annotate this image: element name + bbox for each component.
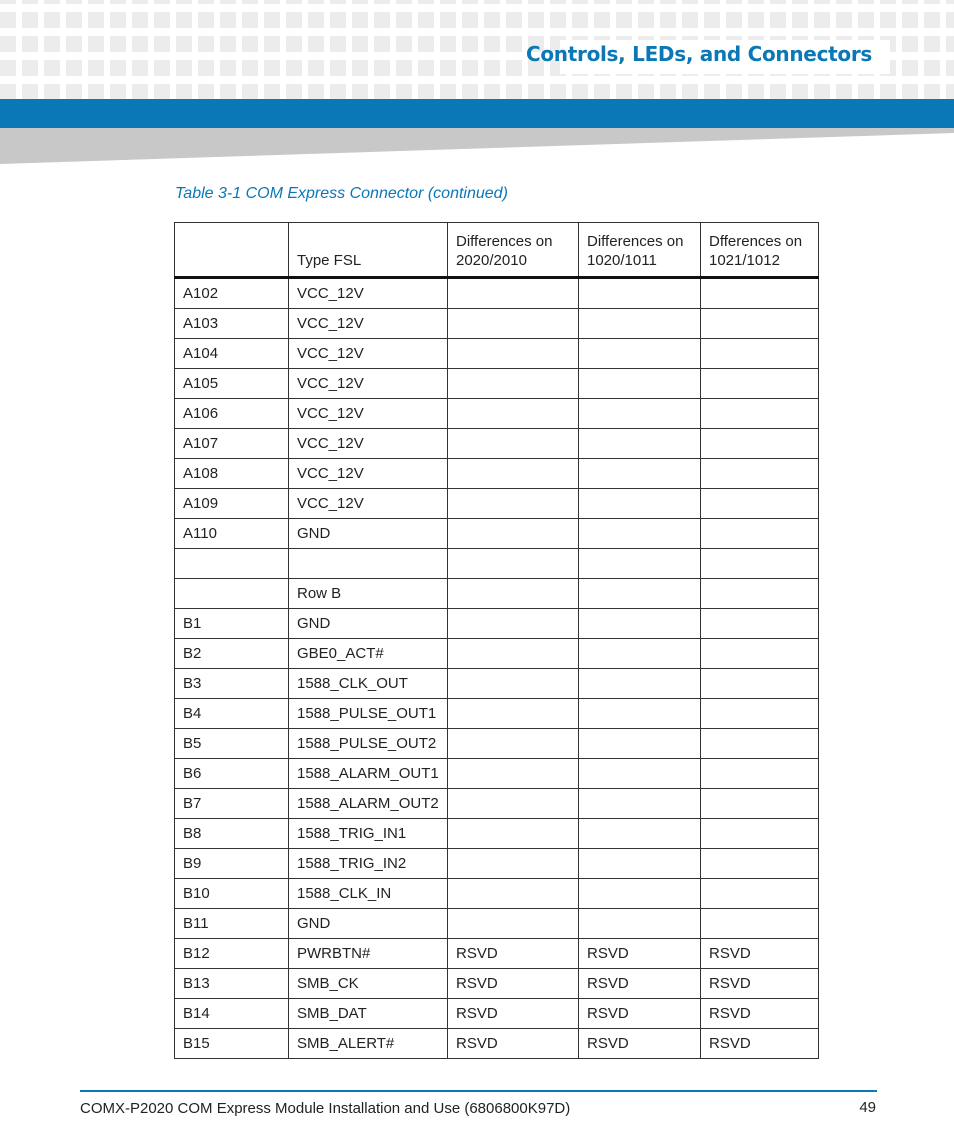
table-cell: 1588_PULSE_OUT1	[289, 699, 448, 729]
table-cell	[448, 609, 579, 639]
page-section-title: Controls, LEDs, and Connectors	[525, 42, 872, 66]
table-cell	[448, 669, 579, 699]
table-row	[175, 759, 819, 789]
table-cell: 1588_CLK_OUT	[289, 669, 448, 699]
table-cell	[579, 399, 701, 429]
table-row	[175, 549, 819, 579]
table-cell	[448, 789, 579, 819]
table-cell: RSVD	[579, 999, 701, 1029]
header-grey-wedge	[0, 128, 954, 164]
table-cell	[448, 429, 579, 459]
table-row	[175, 969, 819, 999]
table-row	[175, 459, 819, 489]
table-cell	[579, 849, 701, 879]
table-row	[175, 819, 819, 849]
table-cell	[701, 549, 819, 579]
table-cell: RSVD	[701, 939, 819, 969]
table-cell	[579, 579, 701, 609]
connector-table	[174, 222, 819, 1059]
header-cell-diff-1021-1012: Dfferences on 1021/1012	[701, 223, 819, 278]
table-cell	[579, 699, 701, 729]
table-row	[175, 849, 819, 879]
table-cell	[448, 639, 579, 669]
table-cell: B12	[175, 939, 289, 969]
table-cell: PWRBTN#	[289, 939, 448, 969]
table-cell: A104	[175, 339, 289, 369]
table-cell	[579, 278, 701, 309]
table-cell	[701, 459, 819, 489]
table-cell: GND	[289, 519, 448, 549]
table-cell: RSVD	[448, 999, 579, 1029]
table-cell	[701, 579, 819, 609]
header-cell-type-fsl: Type FSL	[289, 223, 448, 278]
table-cell	[579, 759, 701, 789]
table-cell: VCC_12V	[289, 489, 448, 519]
table-row	[175, 1029, 819, 1059]
table-cell	[448, 339, 579, 369]
table-cell: A109	[175, 489, 289, 519]
table-cell	[448, 278, 579, 309]
table-row	[175, 639, 819, 669]
table-cell: B15	[175, 1029, 289, 1059]
table-cell	[448, 459, 579, 489]
table-cell	[701, 819, 819, 849]
table-cell	[579, 819, 701, 849]
table-cell	[701, 699, 819, 729]
table-cell: VCC_12V	[289, 459, 448, 489]
table-cell	[701, 609, 819, 639]
table-row	[175, 699, 819, 729]
table-cell	[448, 519, 579, 549]
table-row	[175, 399, 819, 429]
table-body	[175, 278, 819, 1059]
table-cell	[448, 399, 579, 429]
table-cell	[579, 519, 701, 549]
table-header-row	[175, 223, 819, 278]
table-row	[175, 579, 819, 609]
table-cell: B4	[175, 699, 289, 729]
table-cell	[448, 759, 579, 789]
table-cell	[448, 909, 579, 939]
table-cell: A108	[175, 459, 289, 489]
table-cell: SMB_CK	[289, 969, 448, 999]
table-cell	[701, 519, 819, 549]
table-cell: GND	[289, 609, 448, 639]
table-cell: B9	[175, 849, 289, 879]
table-cell: RSVD	[579, 939, 701, 969]
table-cell	[701, 429, 819, 459]
table-cell: A107	[175, 429, 289, 459]
table-cell: 1588_TRIG_IN1	[289, 819, 448, 849]
table-cell	[701, 729, 819, 759]
table-cell: B10	[175, 879, 289, 909]
table-cell: B7	[175, 789, 289, 819]
table-cell: SMB_DAT	[289, 999, 448, 1029]
table-cell	[579, 789, 701, 819]
table-cell: 1588_ALARM_OUT1	[289, 759, 448, 789]
table-cell	[701, 489, 819, 519]
table-row	[175, 789, 819, 819]
table-caption: Table 3-1 COM Express Connector (continued)	[175, 185, 508, 202]
table-cell	[701, 909, 819, 939]
table-cell: A105	[175, 369, 289, 399]
table-cell	[579, 909, 701, 939]
table-cell	[579, 489, 701, 519]
table-cell	[175, 579, 289, 609]
table-cell: 1588_TRIG_IN2	[289, 849, 448, 879]
table-cell: RSVD	[579, 1029, 701, 1059]
table-cell: RSVD	[448, 939, 579, 969]
table-cell	[175, 549, 289, 579]
table-cell: B14	[175, 999, 289, 1029]
table-cell	[701, 278, 819, 309]
table-cell	[579, 609, 701, 639]
table-cell: B1	[175, 609, 289, 639]
table-cell	[448, 849, 579, 879]
table-cell: 1588_ALARM_OUT2	[289, 789, 448, 819]
header-cell-diff-2020-2010: Differences on 2020/2010	[448, 223, 579, 278]
table-cell	[579, 669, 701, 699]
table-cell	[579, 729, 701, 759]
table-cell	[701, 339, 819, 369]
table-row	[175, 519, 819, 549]
table-cell	[448, 879, 579, 909]
table-cell	[701, 849, 819, 879]
footer-page-number: 49	[859, 1099, 876, 1116]
table-cell	[448, 579, 579, 609]
table-cell	[448, 819, 579, 849]
table-cell: A103	[175, 309, 289, 339]
table-cell: B3	[175, 669, 289, 699]
header-cell-pin	[175, 223, 289, 278]
table-cell: SMB_ALERT#	[289, 1029, 448, 1059]
table-row	[175, 879, 819, 909]
table-row	[175, 489, 819, 519]
table-cell: A110	[175, 519, 289, 549]
table-cell: VCC_12V	[289, 278, 448, 309]
table-cell	[448, 729, 579, 759]
table-cell: RSVD	[701, 1029, 819, 1059]
table-cell: RSVD	[448, 969, 579, 999]
table-cell: RSVD	[448, 1029, 579, 1059]
table-cell	[579, 459, 701, 489]
table-cell	[448, 369, 579, 399]
table-cell	[701, 669, 819, 699]
table-cell: B5	[175, 729, 289, 759]
table-cell: B11	[175, 909, 289, 939]
table-cell: Row B	[289, 579, 448, 609]
table-cell: GND	[289, 909, 448, 939]
table-row	[175, 999, 819, 1029]
table-row	[175, 429, 819, 459]
table-cell	[701, 639, 819, 669]
table-cell	[701, 879, 819, 909]
table-cell	[701, 759, 819, 789]
table-cell: RSVD	[701, 999, 819, 1029]
header-blue-band	[0, 99, 954, 128]
table-cell: B2	[175, 639, 289, 669]
table-cell	[448, 489, 579, 519]
table-row	[175, 729, 819, 759]
table-row	[175, 669, 819, 699]
table-cell: B6	[175, 759, 289, 789]
table-row	[175, 369, 819, 399]
table-cell	[701, 789, 819, 819]
table-cell: B8	[175, 819, 289, 849]
table-cell	[579, 309, 701, 339]
table-row	[175, 909, 819, 939]
table-cell: RSVD	[579, 969, 701, 999]
table-row	[175, 939, 819, 969]
table-cell: B13	[175, 969, 289, 999]
table-cell: RSVD	[701, 969, 819, 999]
table-cell: VCC_12V	[289, 369, 448, 399]
table-cell	[579, 639, 701, 669]
table-cell: A102	[175, 278, 289, 309]
table-cell: VCC_12V	[289, 309, 448, 339]
table-row	[175, 309, 819, 339]
table-cell	[701, 399, 819, 429]
table-cell	[701, 369, 819, 399]
table-cell	[448, 549, 579, 579]
table-cell: VCC_12V	[289, 339, 448, 369]
table-cell	[289, 549, 448, 579]
table-cell	[579, 549, 701, 579]
table-cell: VCC_12V	[289, 399, 448, 429]
footer-divider	[80, 1090, 877, 1092]
table-row	[175, 609, 819, 639]
table-row	[175, 339, 819, 369]
table-cell: GBE0_ACT#	[289, 639, 448, 669]
table-cell	[701, 309, 819, 339]
table-cell	[579, 429, 701, 459]
table-cell: A106	[175, 399, 289, 429]
header-cell-diff-1020-1011: Differences on 1020/1011	[579, 223, 701, 278]
table-row	[175, 278, 819, 309]
footer-document-title: COMX-P2020 COM Express Module Installation and Use (6806800K97D)	[80, 1100, 571, 1117]
table-cell	[448, 309, 579, 339]
table-cell	[579, 879, 701, 909]
table-cell	[448, 699, 579, 729]
table-cell	[579, 369, 701, 399]
table-cell: 1588_CLK_IN	[289, 879, 448, 909]
table-cell: VCC_12V	[289, 429, 448, 459]
table-cell: 1588_PULSE_OUT2	[289, 729, 448, 759]
table-cell	[579, 339, 701, 369]
